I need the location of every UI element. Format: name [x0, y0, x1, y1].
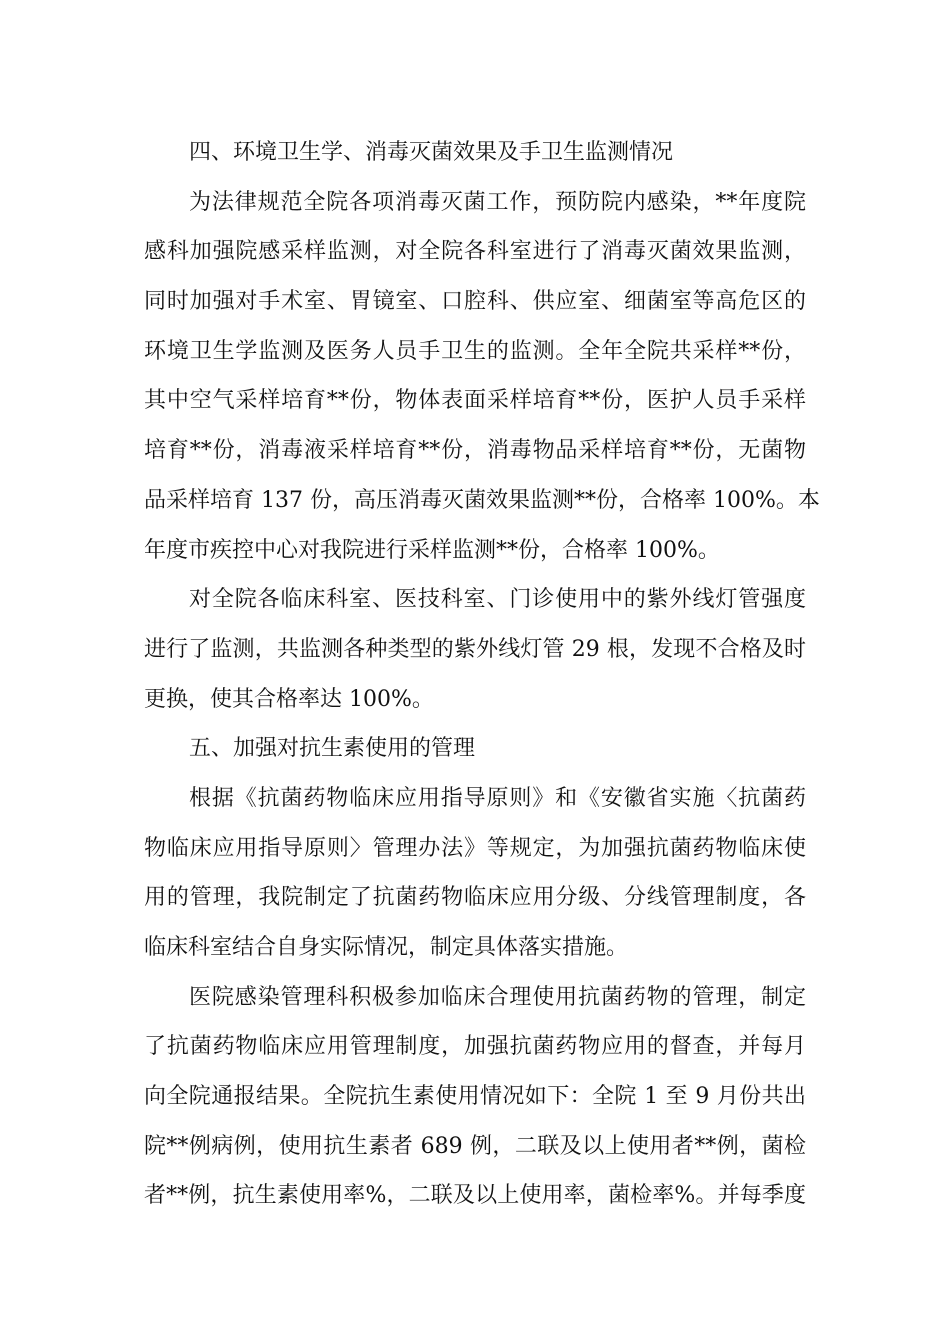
text-line: 五、加强对抗生素使用的管理: [189, 736, 476, 762]
text-line: 者**例，抗生素使用率%，二联及以上使用率，菌检率%。并每季度: [144, 1183, 806, 1209]
text-line: 更换，使其合格率达 100%。: [144, 686, 434, 712]
text-line: 进行了监测，共监测各种类型的紫外线灯管 29 根，发现不合格及时: [144, 636, 806, 662]
text-line: 对全院各临床科室、医技科室、门诊使用中的紫外线灯管强度: [189, 587, 806, 613]
text-line: 医院感染管理科积极参加临床合理使用抗菌药物的管理，制定: [189, 984, 806, 1010]
text-line: 物临床应用指导原则〉管理办法》等规定，为加强抗菌药物临床使: [144, 835, 806, 861]
document-page: [144, 128, 820, 1221]
text-line: 其中空气采样培育**份，物体表面采样培育**份，医护人员手采样: [144, 388, 806, 414]
text-line: 品采样培育 137 份，高压消毒灭菌效果监测**份，合格率 100%。本: [144, 487, 820, 513]
text-line: 感科加强院感采样监测，对全院各科室进行了消毒灭菌效果监测，: [144, 239, 806, 265]
text-line: 年度市疾控中心对我院进行采样监测**份，合格率 100%。: [144, 537, 720, 563]
text-line: 根据《抗菌药物临床应用指导原则》和《安徽省实施〈抗菌药: [189, 785, 806, 811]
text-line: 培育**份，消毒液采样培育**份，消毒物品采样培育**份，无菌物: [144, 438, 806, 464]
text-line: 院**例病例，使用抗生素者 689 例，二联及以上使用者**例，菌检: [144, 1133, 806, 1159]
text-line: 为法律规范全院各项消毒灭菌工作，预防院内感染，**年度院: [189, 189, 806, 215]
text-line: 向全院通报结果。全院抗生素使用情况如下：全院 1 至 9 月份共出: [144, 1084, 806, 1110]
text-line: 了抗菌药物临床应用管理制度，加强抗菌药物应用的督查，并每月: [144, 1034, 806, 1060]
text-line: 四、环境卫生学、消毒灭菌效果及手卫生监测情况: [189, 140, 674, 165]
text-line: 用的管理，我院制定了抗菌药物临床应用分级、分线管理制度，各: [144, 885, 806, 911]
text-line: 临床科室结合自身实际情况，制定具体落实措施。: [144, 935, 629, 960]
text-line: 环境卫生学监测及医务人员手卫生的监测。全年全院共采样**份，: [144, 338, 806, 364]
text-line: 同时加强对手术室、胃镜室、口腔科、供应室、细菌室等高危区的: [144, 289, 806, 315]
